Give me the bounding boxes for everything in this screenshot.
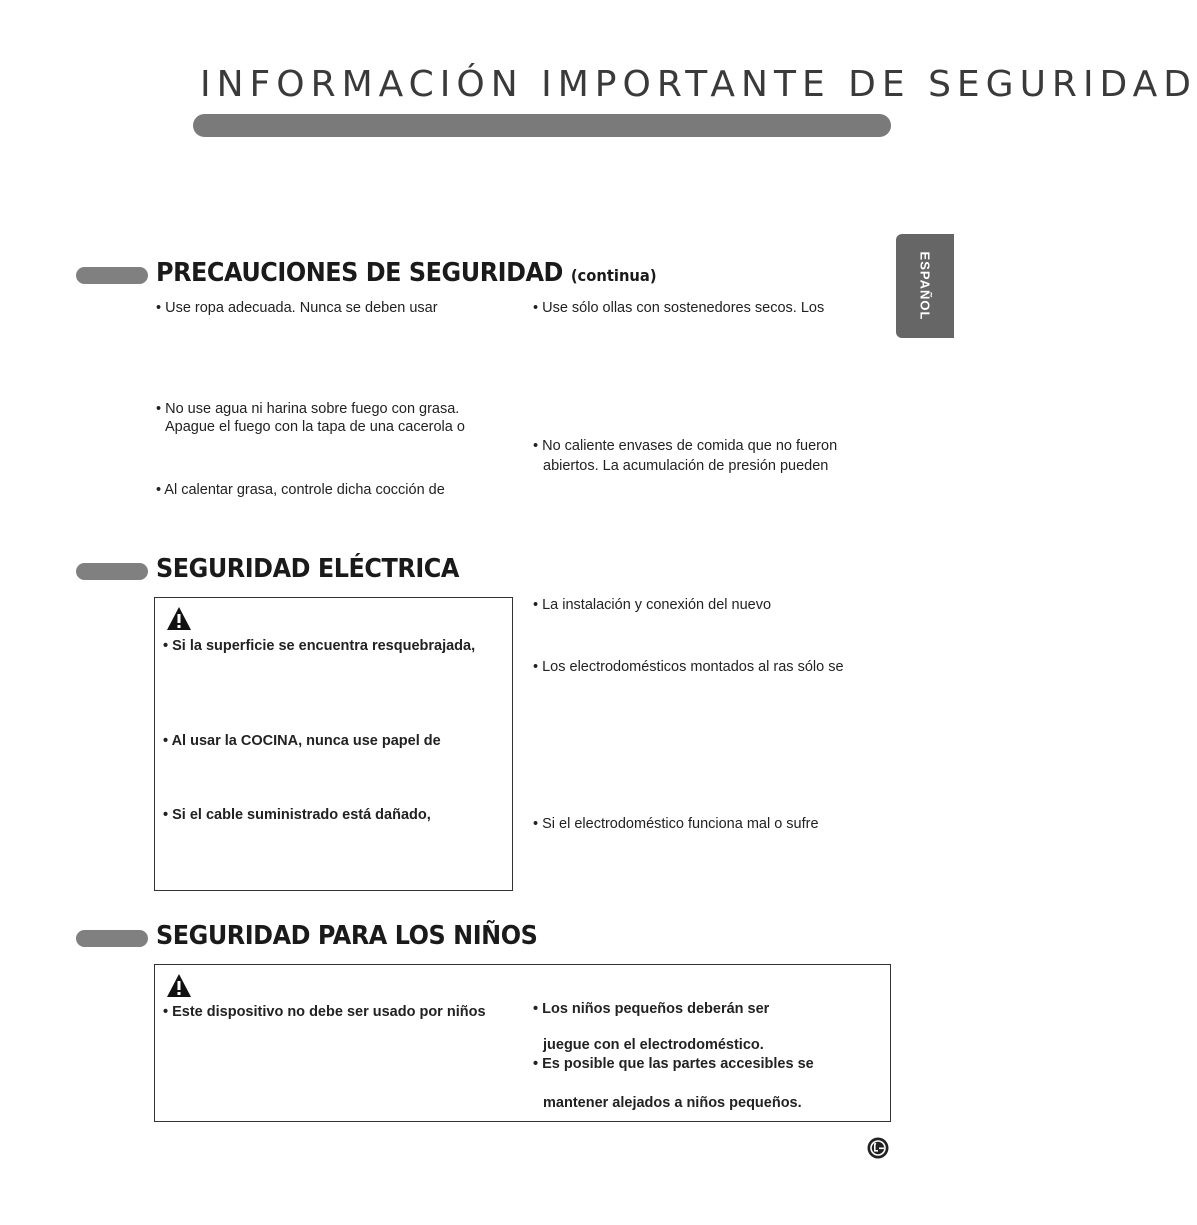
electrica-item: • Los electrodomésticos montados al ras sólo se — [533, 659, 844, 675]
warning-item: • Si la superficie se encuentra resquebrajada, — [163, 638, 476, 654]
heading-precauciones-suffix: (continua) — [570, 266, 657, 285]
section-marker-precauciones — [76, 267, 148, 284]
precaucion-item: • No caliente envases de comida que no fueron — [533, 438, 838, 454]
lg-logo-icon — [867, 1137, 889, 1159]
warning-triangle-icon — [166, 973, 192, 999]
precaucion-item-continued: abiertos. La acumulación de presión pueden — [543, 458, 829, 474]
warning-item: • Los niños pequeños deberán ser — [533, 1001, 770, 1017]
language-tab-label: ESPAÑOL — [917, 251, 933, 321]
electrica-item: • La instalación y conexión del nuevo — [533, 597, 772, 613]
language-side-tab — [896, 234, 954, 338]
warning-item: • Al usar la COCINA, nunca use papel de — [163, 733, 441, 749]
precaucion-item: • Use ropa adecuada. Nunca se deben usar — [156, 300, 438, 316]
title-underline-bar — [193, 114, 891, 137]
section-marker-ninos — [76, 930, 148, 947]
heading-electrica: SEGURIDAD ELÉCTRICA — [156, 554, 459, 584]
warning-item-continued: juegue con el electrodoméstico. — [543, 1037, 764, 1053]
heading-precauciones — [156, 258, 657, 288]
warning-box-electrica — [154, 597, 513, 891]
page-title: INFORMACIÓN IMPORTANTE DE SEGURIDAD — [200, 64, 1197, 105]
warning-box-ninos — [154, 964, 891, 1122]
precaucion-item-continued: Apague el fuego con la tapa de una cacerola o — [165, 419, 465, 435]
heading-ninos: SEGURIDAD PARA LOS NIÑOS — [156, 921, 538, 951]
warning-item: • Es posible que las partes accesibles se — [533, 1056, 814, 1072]
section-marker-electrica — [76, 563, 148, 580]
warning-triangle-icon — [166, 606, 192, 632]
heading-precauciones-text: PRECAUCIONES DE SEGURIDAD — [156, 258, 563, 288]
electrica-item: • Si el electrodoméstico funciona mal o sufre — [533, 816, 819, 832]
precaucion-item: • Use sólo ollas con sostenedores secos. Los — [533, 300, 825, 316]
warning-item: • Si el cable suministrado está dañado, — [163, 807, 431, 823]
precaucion-item: • Al calentar grasa, controle dicha cocción de — [156, 482, 445, 498]
warning-item-continued: mantener alejados a niños pequeños. — [543, 1095, 802, 1111]
precaucion-item: • No use agua ni harina sobre fuego con grasa. — [156, 401, 460, 417]
warning-item: • Este dispositivo no debe ser usado por niños — [163, 1004, 486, 1020]
